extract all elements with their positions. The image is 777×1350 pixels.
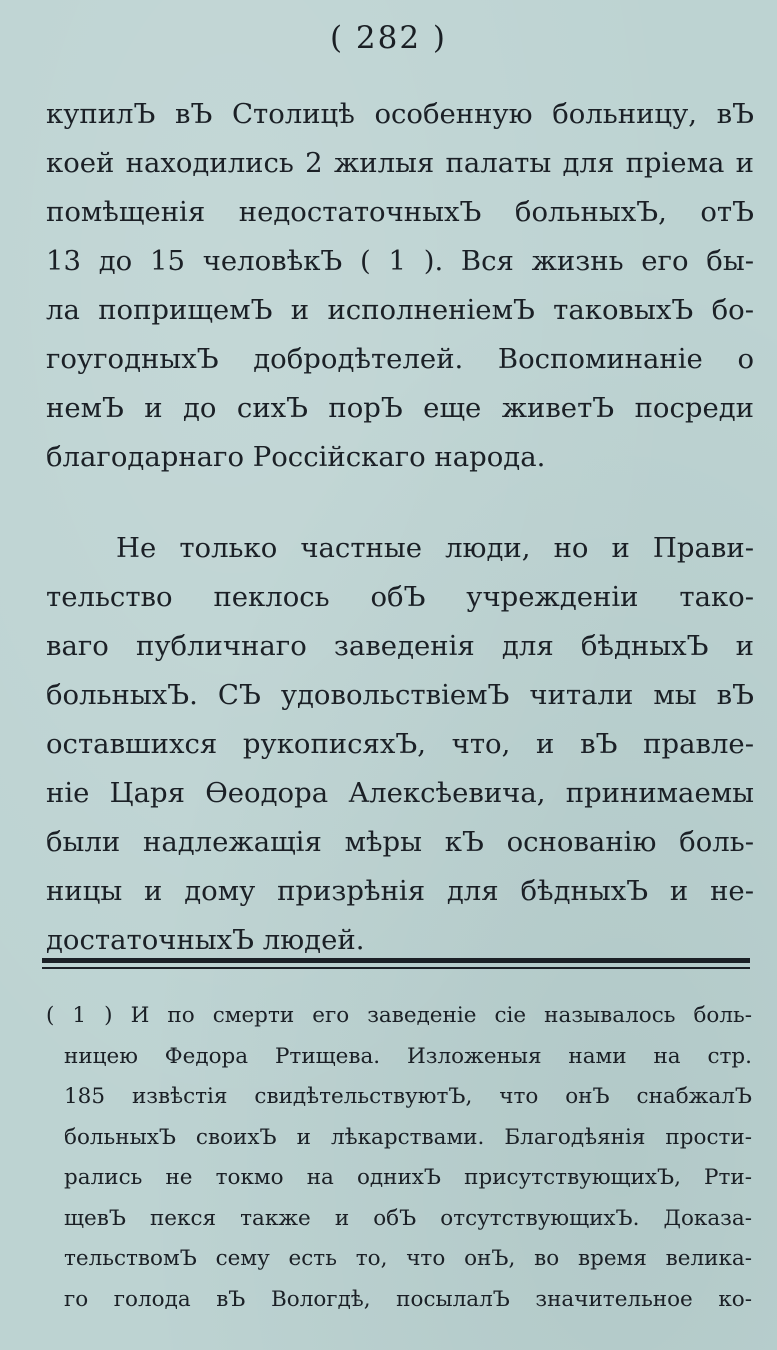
text-line: достаточныхЪ людей. — [46, 924, 365, 956]
text-line: помѣщенія недостаточныхЪ больныхЪ, отЪ — [46, 196, 754, 228]
footnote-line: больныхЪ своихЪ и лѣкарствами. Благодѣянія прости- — [64, 1124, 752, 1150]
text-line: 13 до 15 человѣкЪ ( 1 ). Вся жизнь его бы- — [46, 245, 754, 277]
footnote-line: рались не токмо на однихЪ присутствующихЪ, Рти- — [64, 1165, 752, 1190]
footnote-line: тельствомЪ сему есть то, что онЪ, во время велика- — [64, 1246, 752, 1271]
text-line: ла поприщемЪ и исполненіемЪ таковыхЪ бо- — [46, 294, 754, 326]
text-line: были надлежащія мѣры кЪ основанію боль- — [46, 826, 754, 858]
text-line: благодарнаго Россійскаго народа. — [46, 441, 546, 473]
page-number: ( 282 ) — [329, 20, 448, 56]
text-line: Не только частные люди, но и Прави- — [116, 532, 754, 564]
main-text — [46, 90, 754, 965]
text-line: больныхЪ. СЪ удовольствіемЪ читали мы вЪ — [46, 679, 754, 711]
footnote-line: щевЪ пекся также и обЪ отсутствующихЪ. Доказа- — [64, 1205, 752, 1231]
footnote-continuation — [46, 1037, 752, 1321]
paragraph-2 — [46, 524, 754, 965]
footnote-rule — [42, 958, 750, 963]
footnote-rule-thin — [42, 967, 750, 969]
text-line: купилЪ вЪ Столицѣ особенную больницу, вЪ — [46, 98, 754, 130]
footnote-line: 185 извѣстія свидѣтельствуютЪ, что онЪ снабжалЪ — [64, 1084, 752, 1109]
text-line: гоугодныхЪ добродѣтелей. Воспоминаніе о — [46, 343, 754, 375]
paragraph-gap — [46, 482, 754, 524]
text-line: коей находились 2 жилыя палаты для пріема и — [46, 147, 754, 179]
text-line: ницы и дому призрѣнія для бѣдныхЪ и не- — [46, 875, 754, 907]
text-line: тельство пеклось обЪ учрежденіи тако- — [46, 581, 754, 613]
footnote-line: ницею Федора Ртищева. Изложеныя нами на стр. — [64, 1043, 752, 1069]
footnote — [46, 996, 752, 1320]
text-line: ваго публичнаго заведенія для бѣдныхЪ и — [46, 630, 754, 662]
paragraph-1 — [46, 90, 754, 482]
footnote-line: го голода вЪ Вологдѣ, посылалЪ значительное ко- — [64, 1286, 752, 1312]
text-line: оставшихся рукописяхЪ, что, и вЪ правле- — [46, 728, 754, 760]
text-line: немЪ и до сихЪ порЪ еще живетЪ посреди — [46, 392, 754, 424]
footnote-line: ( 1 ) И по смерти его заведеніе сіе называлось боль- — [46, 1003, 752, 1028]
text-line: ніе Царя Ѳеодора Алексѣевича, принимаемы — [46, 777, 754, 809]
